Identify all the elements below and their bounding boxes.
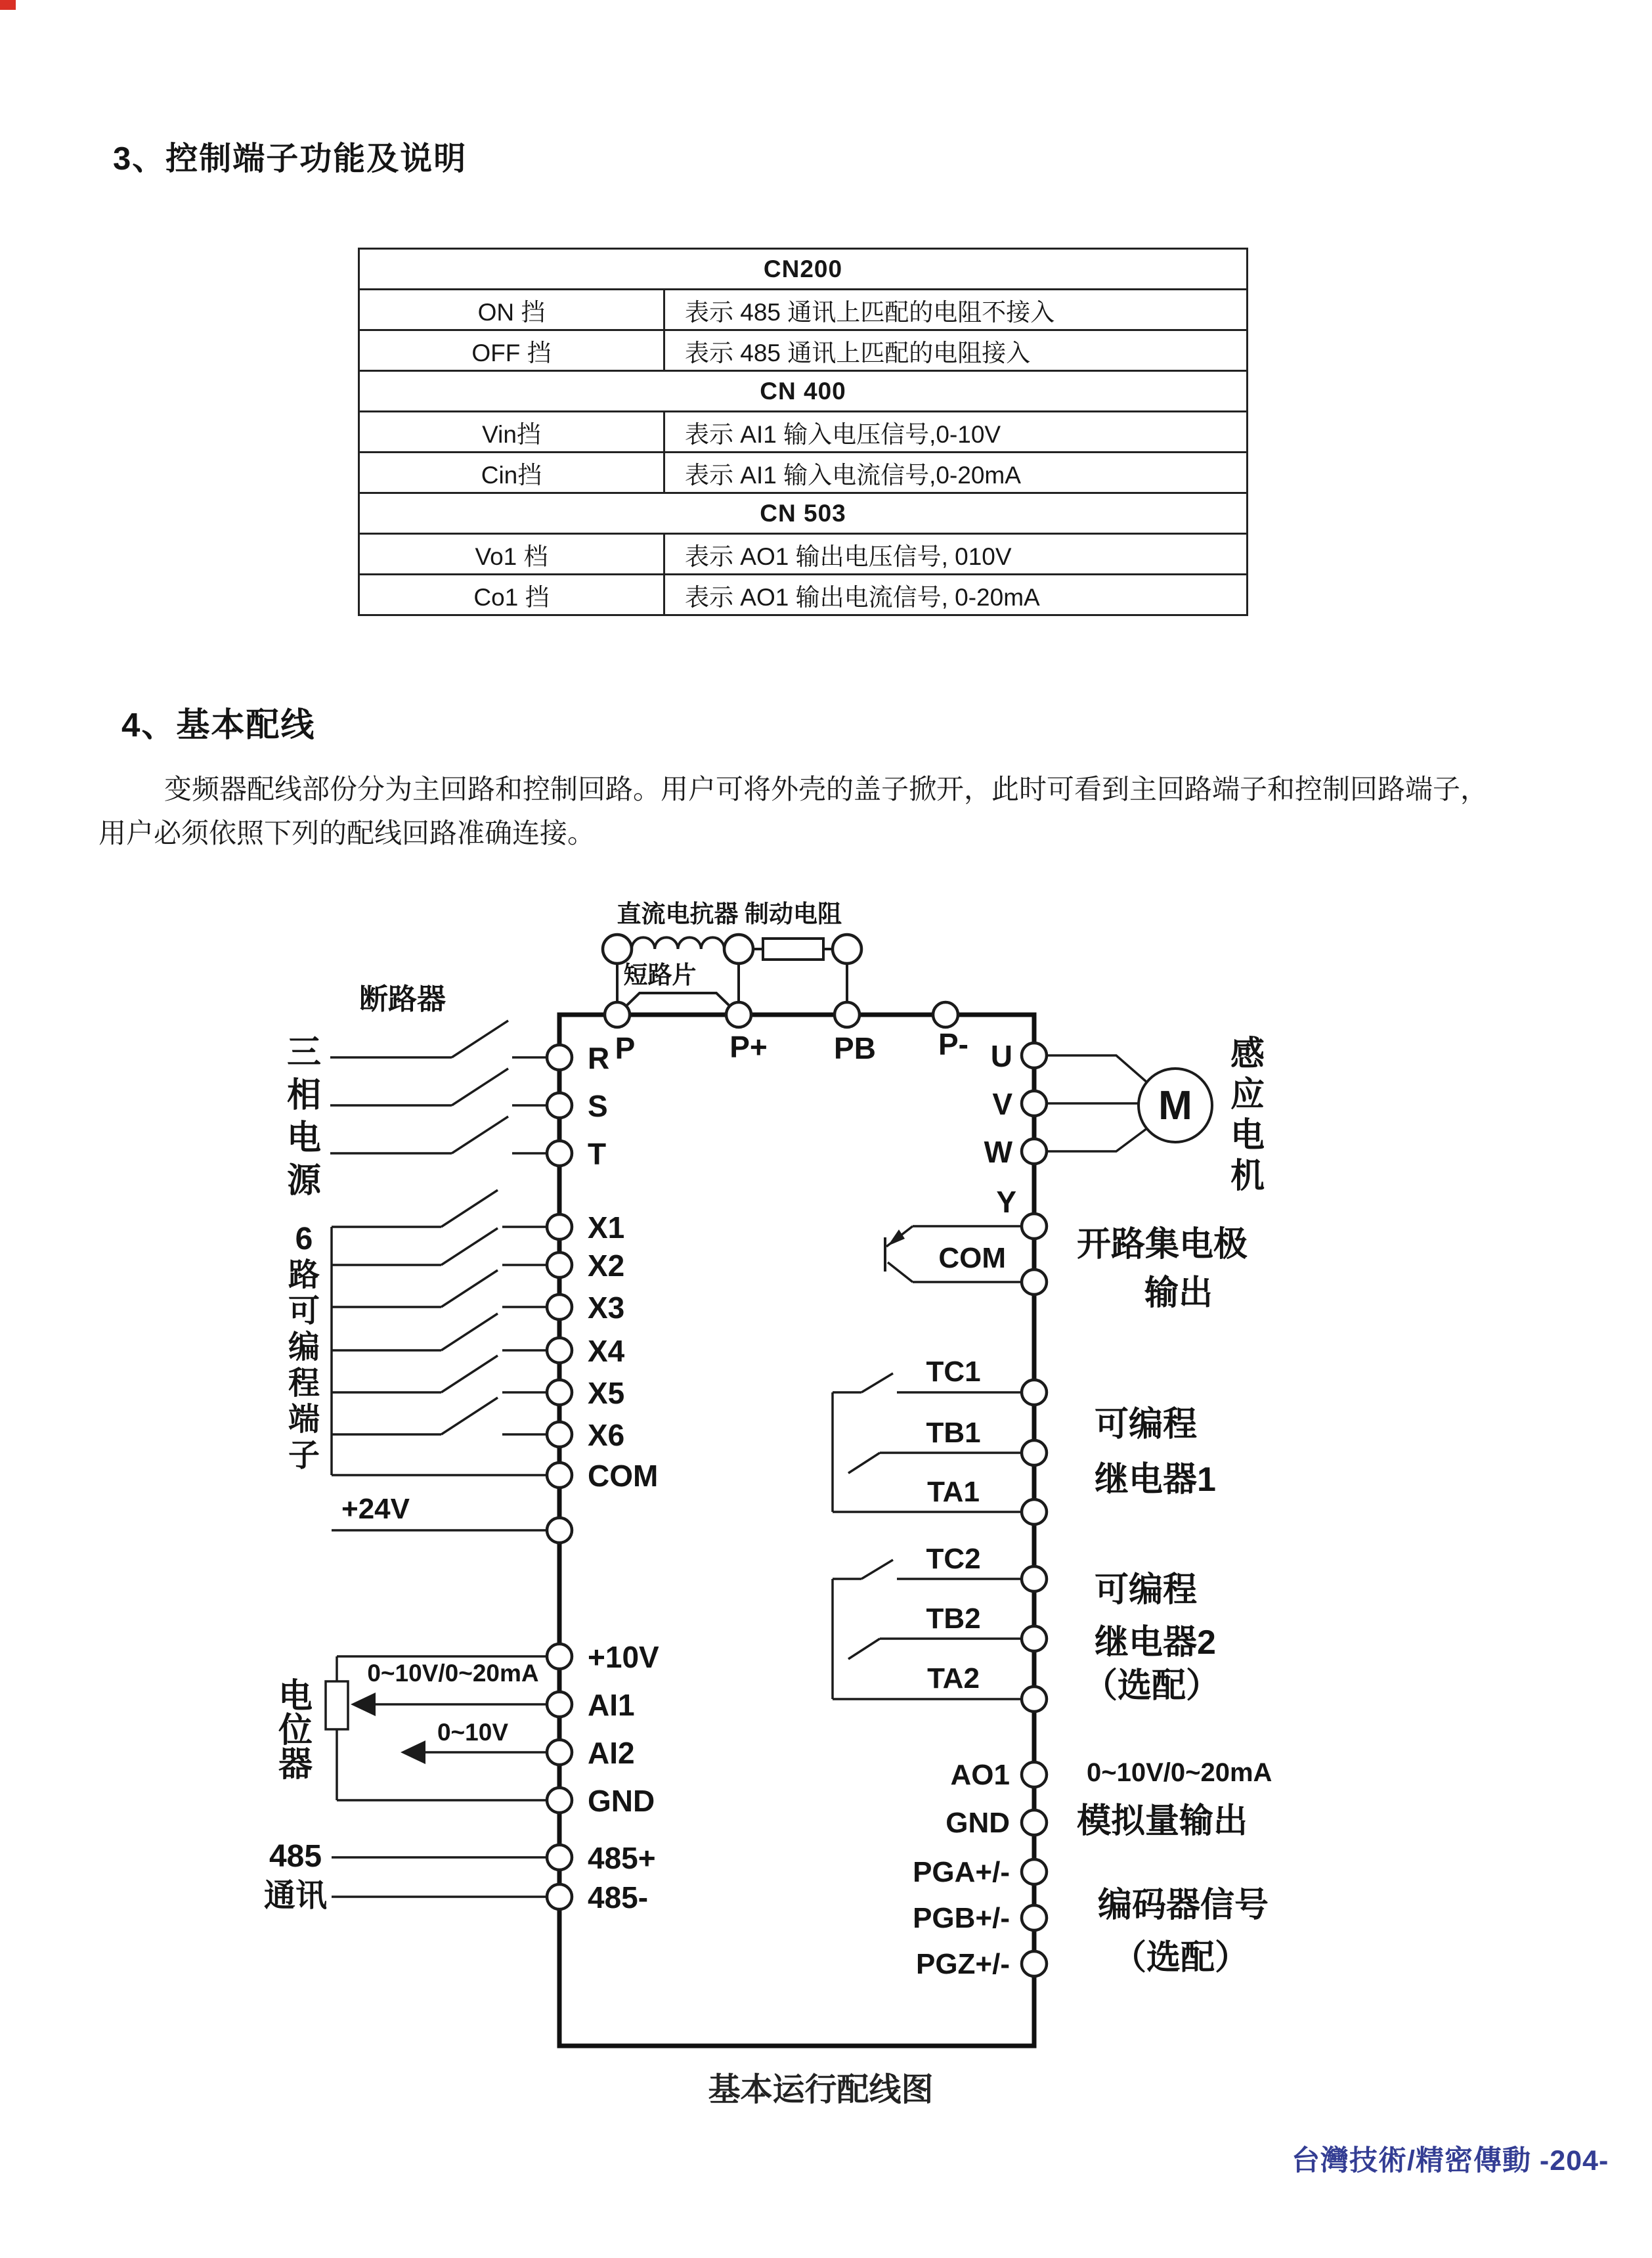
table-desc: 表示 AI1 输入电压信号,0-10V — [664, 412, 1248, 453]
terminal-label-pgz: PGZ+/- — [915, 1948, 1010, 1980]
terminal-p-minus — [933, 1002, 958, 1027]
terminal-label-pga: PGA+/- — [913, 1856, 1010, 1888]
svg-text:路: 路 — [288, 1258, 320, 1293]
terminal-label-u: U — [990, 1039, 1012, 1073]
svg-text:器: 器 — [278, 1746, 313, 1784]
terminal-label-ta1: TA1 — [927, 1476, 980, 1508]
induction-motor-label — [1230, 1035, 1265, 1195]
svg-text:可编程: 可编程 — [1095, 1571, 1198, 1609]
terminal-label-x2: X2 — [588, 1249, 625, 1283]
terminal-label-x5: X5 — [588, 1376, 625, 1410]
analog-output-label: 模拟量输出 — [1077, 1802, 1248, 1840]
svg-text:端: 端 — [288, 1402, 320, 1437]
terminal-label-tc2: TC2 — [926, 1543, 981, 1575]
svg-text:开路集电极: 开路集电极 — [1077, 1226, 1248, 1264]
dc-reactor-label: 直流电抗器 — [617, 900, 739, 927]
terminal-label-x4: X4 — [588, 1334, 625, 1368]
breaker-label: 断路器 — [359, 983, 446, 1015]
svg-text:三: 三 — [286, 1034, 322, 1072]
svg-text:继电器2: 继电器2 — [1095, 1624, 1216, 1662]
svg-text:编: 编 — [288, 1330, 320, 1365]
terminal-label-tb1: TB1 — [926, 1417, 981, 1449]
terminal-label-x3: X3 — [588, 1291, 625, 1325]
table-desc: 表示 AO1 输出电压信号, 010V — [664, 534, 1248, 575]
motor-symbol — [1047, 1055, 1212, 1151]
terminal-label-p-minus: P- — [938, 1027, 968, 1061]
svg-text:编码器信号: 编码器信号 — [1098, 1886, 1269, 1924]
motor-m: M — [1158, 1083, 1192, 1128]
rst-input-switches — [330, 1021, 547, 1153]
svg-text:电: 电 — [286, 1119, 322, 1157]
terminal-label-y: Y — [996, 1185, 1016, 1219]
terminal-label-v: V — [992, 1087, 1012, 1121]
svg-text:可: 可 — [288, 1294, 320, 1329]
terminal-pb — [835, 1002, 859, 1027]
table-desc: 表示 AI1 输入电流信号,0-20mA — [664, 453, 1248, 493]
brake-resistor-label: 制动电阻 — [745, 900, 842, 927]
terminal-label-p: P — [615, 1031, 636, 1065]
table-desc: 表示 485 通讯上匹配的电阻接入 — [664, 330, 1248, 371]
three-phase-power-label — [287, 1034, 322, 1200]
terminal-label-s: S — [588, 1089, 608, 1123]
jumper-symbol — [617, 993, 739, 1015]
terminal-label-ai2: AI2 — [588, 1736, 635, 1770]
table-group-label: CN 503 — [359, 493, 1248, 534]
terminal-label-gnd-right: GND — [946, 1807, 1010, 1839]
terminal-p-plus — [726, 1002, 751, 1027]
ao1-range-label: 0~10V/0~20mA — [1087, 1758, 1272, 1787]
svg-text:机: 机 — [1230, 1157, 1265, 1195]
body-paragraph: 变频器配线部份分为主回路和控制回路。用户可将外壳的盖子掀开，此时可看到主回路端子和控制回路端子，用户必须依照下列的配线回路准确连接。 — [98, 774, 1489, 849]
terminal-label-485p: 485+ — [588, 1841, 656, 1875]
svg-text:输出: 输出 — [1144, 1274, 1213, 1312]
terminal-label-com-left: COM — [588, 1459, 659, 1493]
terminal-label-tc1: TC1 — [926, 1356, 981, 1388]
svg-text:（选配）: （选配） — [1083, 1667, 1221, 1705]
terminal-label-10v: +10V — [588, 1640, 659, 1674]
resistor-terminal — [833, 935, 861, 963]
terminal-label-485m: 485- — [588, 1880, 649, 1915]
svg-text:电: 电 — [1230, 1117, 1265, 1155]
terminal-label-gnd-left: GND — [588, 1784, 655, 1818]
terminal-label-r: R — [588, 1041, 610, 1075]
svg-text:子: 子 — [288, 1438, 320, 1473]
terminal-label-p-plus: P+ — [729, 1030, 768, 1064]
potentiometer-label — [278, 1677, 313, 1784]
table-desc: 表示 AO1 输出电流信号, 0-20mA — [664, 575, 1248, 615]
table-key: Vo1 档 — [359, 534, 664, 575]
svg-text:程: 程 — [288, 1366, 320, 1401]
table-key: Co1 挡 — [359, 575, 664, 615]
page-footer: 台灣技術/精密傳動 -204- — [1292, 2145, 1609, 2177]
terminal-label-com-right: COM — [938, 1242, 1006, 1274]
brake-resistor-symbol — [753, 939, 833, 960]
svg-text:位: 位 — [278, 1712, 313, 1750]
terminal-label-tb2: TB2 — [926, 1603, 981, 1635]
table-key: OFF 挡 — [359, 330, 664, 371]
ai1-range-label: 0~10V/0~20mA — [367, 1660, 539, 1687]
open-collector-label — [1077, 1226, 1248, 1312]
terminal-label-w: W — [984, 1135, 1012, 1169]
svg-text:可编程: 可编程 — [1095, 1406, 1198, 1444]
table-group-label: CN 400 — [359, 371, 1248, 412]
terminal-label-x1: X1 — [588, 1210, 625, 1245]
encoder-label — [1098, 1886, 1269, 1977]
ai2-range-label: 0~10V — [437, 1719, 509, 1746]
plus24v-label: +24V — [341, 1493, 410, 1525]
terminal-label-ta2: TA2 — [927, 1662, 980, 1694]
terminal-label-pgb: PGB+/- — [913, 1902, 1010, 1934]
svg-text:485: 485 — [269, 1839, 322, 1874]
relay1-label — [1095, 1406, 1216, 1499]
reactor-terminal — [603, 935, 632, 963]
svg-text:应: 应 — [1230, 1076, 1265, 1114]
figure-caption: 基本运行配线图 — [708, 2072, 934, 2108]
terminal-p — [605, 1002, 630, 1027]
table-group-label: CN200 — [359, 249, 1248, 290]
terminal-label-ai1: AI1 — [588, 1688, 635, 1722]
comm-485-label — [264, 1839, 327, 1913]
x-input-switches — [332, 1190, 547, 1475]
terminal-label-x6: X6 — [588, 1418, 625, 1452]
svg-text:电: 电 — [278, 1677, 313, 1716]
six-programmable-terminals-label — [288, 1222, 320, 1473]
svg-text:（选配）: （选配） — [1112, 1939, 1250, 1977]
reactor-terminal — [724, 935, 753, 963]
relay2-label — [1083, 1571, 1220, 1705]
table-desc: 表示 485 通讯上匹配的电阻不接入 — [664, 290, 1248, 330]
terminal-label-ao1: AO1 — [950, 1759, 1010, 1791]
section3-heading: 3、控制端子功能及说明 — [113, 141, 467, 177]
table-key: ON 挡 — [359, 290, 664, 330]
svg-text:6: 6 — [295, 1222, 313, 1256]
svg-text:源: 源 — [286, 1162, 322, 1200]
table-key: Vin挡 — [359, 412, 664, 453]
jumper-label: 短路片 — [623, 962, 697, 988]
terminal-label-t: T — [588, 1137, 607, 1171]
svg-text:相: 相 — [286, 1076, 322, 1115]
section4-heading: 4、基本配线 — [121, 706, 316, 743]
svg-text:感: 感 — [1230, 1035, 1265, 1073]
table-key: Cin挡 — [359, 453, 664, 493]
dc-reactor-symbol — [632, 937, 724, 949]
svg-text:通讯: 通讯 — [263, 1878, 328, 1913]
terminal-label-pb: PB — [834, 1031, 876, 1065]
ai1-wiper-arrow — [351, 1693, 547, 1716]
svg-text:继电器1: 继电器1 — [1095, 1461, 1216, 1499]
